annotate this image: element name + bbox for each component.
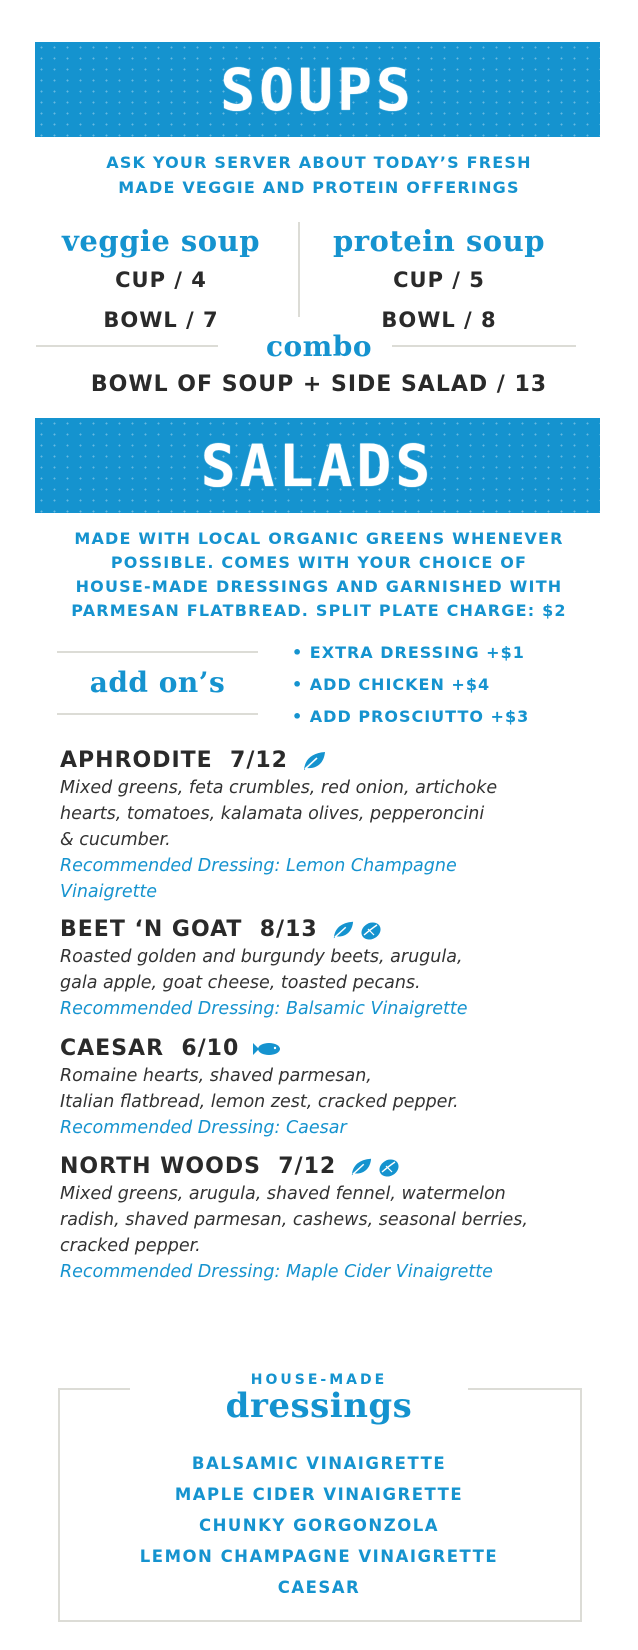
soups-banner [35, 42, 600, 137]
veggie-cup-price: CUP / 4 [115, 268, 207, 292]
dressing-item: BALSAMIC VINAIGRETTE [191, 1454, 447, 1473]
leaf-icon [332, 920, 354, 940]
dressing-item: LEMON CHAMPAGNE VINAIGRETTE [139, 1547, 499, 1566]
veggie-bowl-price: BOWL / 7 [103, 308, 219, 332]
addons-rule-bottom [57, 713, 258, 715]
leaf-icon [350, 1157, 372, 1177]
salads-intro-line: PARMESAN FLATBREAD. SPLIT PLATE CHARGE: $2 [71, 601, 567, 620]
soups-intro [0, 150, 638, 200]
recommended-dressing: Recommended Dressing: Caesar [60, 1118, 347, 1138]
combo-rule-right [392, 345, 576, 347]
dressings-title: dressings [225, 1386, 413, 1426]
salad-desc-line: cracked pepper. [60, 1236, 201, 1256]
salads-intro-line: POSSIBLE. COMES WITH YOUR CHOICE OF [110, 553, 528, 572]
veggie-soup-title: veggie soup [62, 224, 260, 258]
salad-name-price: CAESAR 6/10 [60, 1036, 240, 1061]
salads-heading: SALADS [200, 431, 435, 500]
salad-desc-line: Roasted golden and burgundy beets, arugula, [60, 947, 463, 967]
combo-title: combo [265, 330, 373, 363]
addon-item: • EXTRA DRESSING +$1 [292, 643, 525, 662]
salads-intro [0, 527, 638, 623]
leaf-icon [302, 751, 326, 771]
salad-desc-line: gala apple, goat cheese, toasted pecans. [60, 973, 421, 993]
dressing-item: CAESAR [277, 1578, 361, 1597]
nut-icon [378, 1157, 400, 1177]
fish-icon [253, 1041, 281, 1057]
dressings-kicker: HOUSE-MADE [250, 1372, 388, 1388]
protein-soup-title: protein soup [333, 224, 545, 258]
salad-beet-n-goat [60, 917, 590, 1022]
dressing-item: MAPLE CIDER VINAIGRETTE [174, 1485, 464, 1504]
protein-soup-block [294, 224, 584, 340]
nut-icon [360, 920, 382, 940]
recommended-dressing: Recommended Dressing: Maple Cider Vinaigrette [60, 1262, 493, 1282]
veggie-soup-block [16, 224, 306, 340]
soups-intro-line: MADE VEGGIE AND PROTEIN OFFERINGS [118, 178, 520, 197]
salad-desc-line: & cucumber. [60, 830, 171, 850]
salad-desc-line: Mixed greens, arugula, shaved fennel, watermelon [60, 1184, 506, 1204]
salads-banner [35, 418, 600, 513]
salad-name-price: APHRODITE 7/12 [60, 748, 288, 773]
salads-intro-line: MADE WITH LOCAL ORGANIC GREENS WHENEVER [74, 529, 564, 548]
addons-list [292, 637, 529, 733]
soups-heading: SOUPS [220, 55, 415, 124]
addons-rule-top [57, 651, 258, 653]
addon-item: • ADD PROSCIUTTO +$3 [292, 707, 530, 726]
dressing-item: CHUNKY GORGONZOLA [198, 1516, 440, 1535]
salad-north-woods [60, 1154, 590, 1285]
addons-title: add on’s [89, 666, 226, 699]
salad-name-price: NORTH WOODS 7/12 [60, 1154, 337, 1179]
salad-name-price: BEET ‘N GOAT 8/13 [60, 917, 318, 942]
addon-item: • ADD CHICKEN +$4 [292, 675, 491, 694]
combo-price-line: BOWL OF SOUP + SIDE SALAD / 13 [90, 372, 548, 397]
protein-cup-price: CUP / 5 [393, 268, 485, 292]
salad-desc-line: Italian flatbread, lemon zest, cracked pepper. [60, 1092, 459, 1112]
salad-desc-line: radish, shaved parmesan, cashews, seasonal berries, [60, 1210, 528, 1230]
recommended-dressing: Vinaigrette [60, 882, 158, 902]
salad-caesar [60, 1036, 590, 1141]
salad-desc-line: Mixed greens, feta crumbles, red onion, artichoke [60, 778, 498, 798]
recommended-dressing: Recommended Dressing: Balsamic Vinaigrette [60, 999, 468, 1019]
salad-desc-line: hearts, tomatoes, kalamata olives, pepperoncini [60, 804, 485, 824]
soups-intro-line: ASK YOUR SERVER ABOUT TODAY’S FRESH [106, 153, 532, 172]
protein-bowl-price: BOWL / 8 [381, 308, 497, 332]
salad-aphrodite [60, 748, 590, 905]
salad-desc-line: Romaine hearts, shaved parmesan, [60, 1066, 372, 1086]
recommended-dressing: Recommended Dressing: Lemon Champagne [60, 856, 457, 876]
dressings-list [0, 1448, 638, 1603]
salads-intro-line: HOUSE-MADE DRESSINGS AND GARNISHED WITH [75, 577, 563, 596]
